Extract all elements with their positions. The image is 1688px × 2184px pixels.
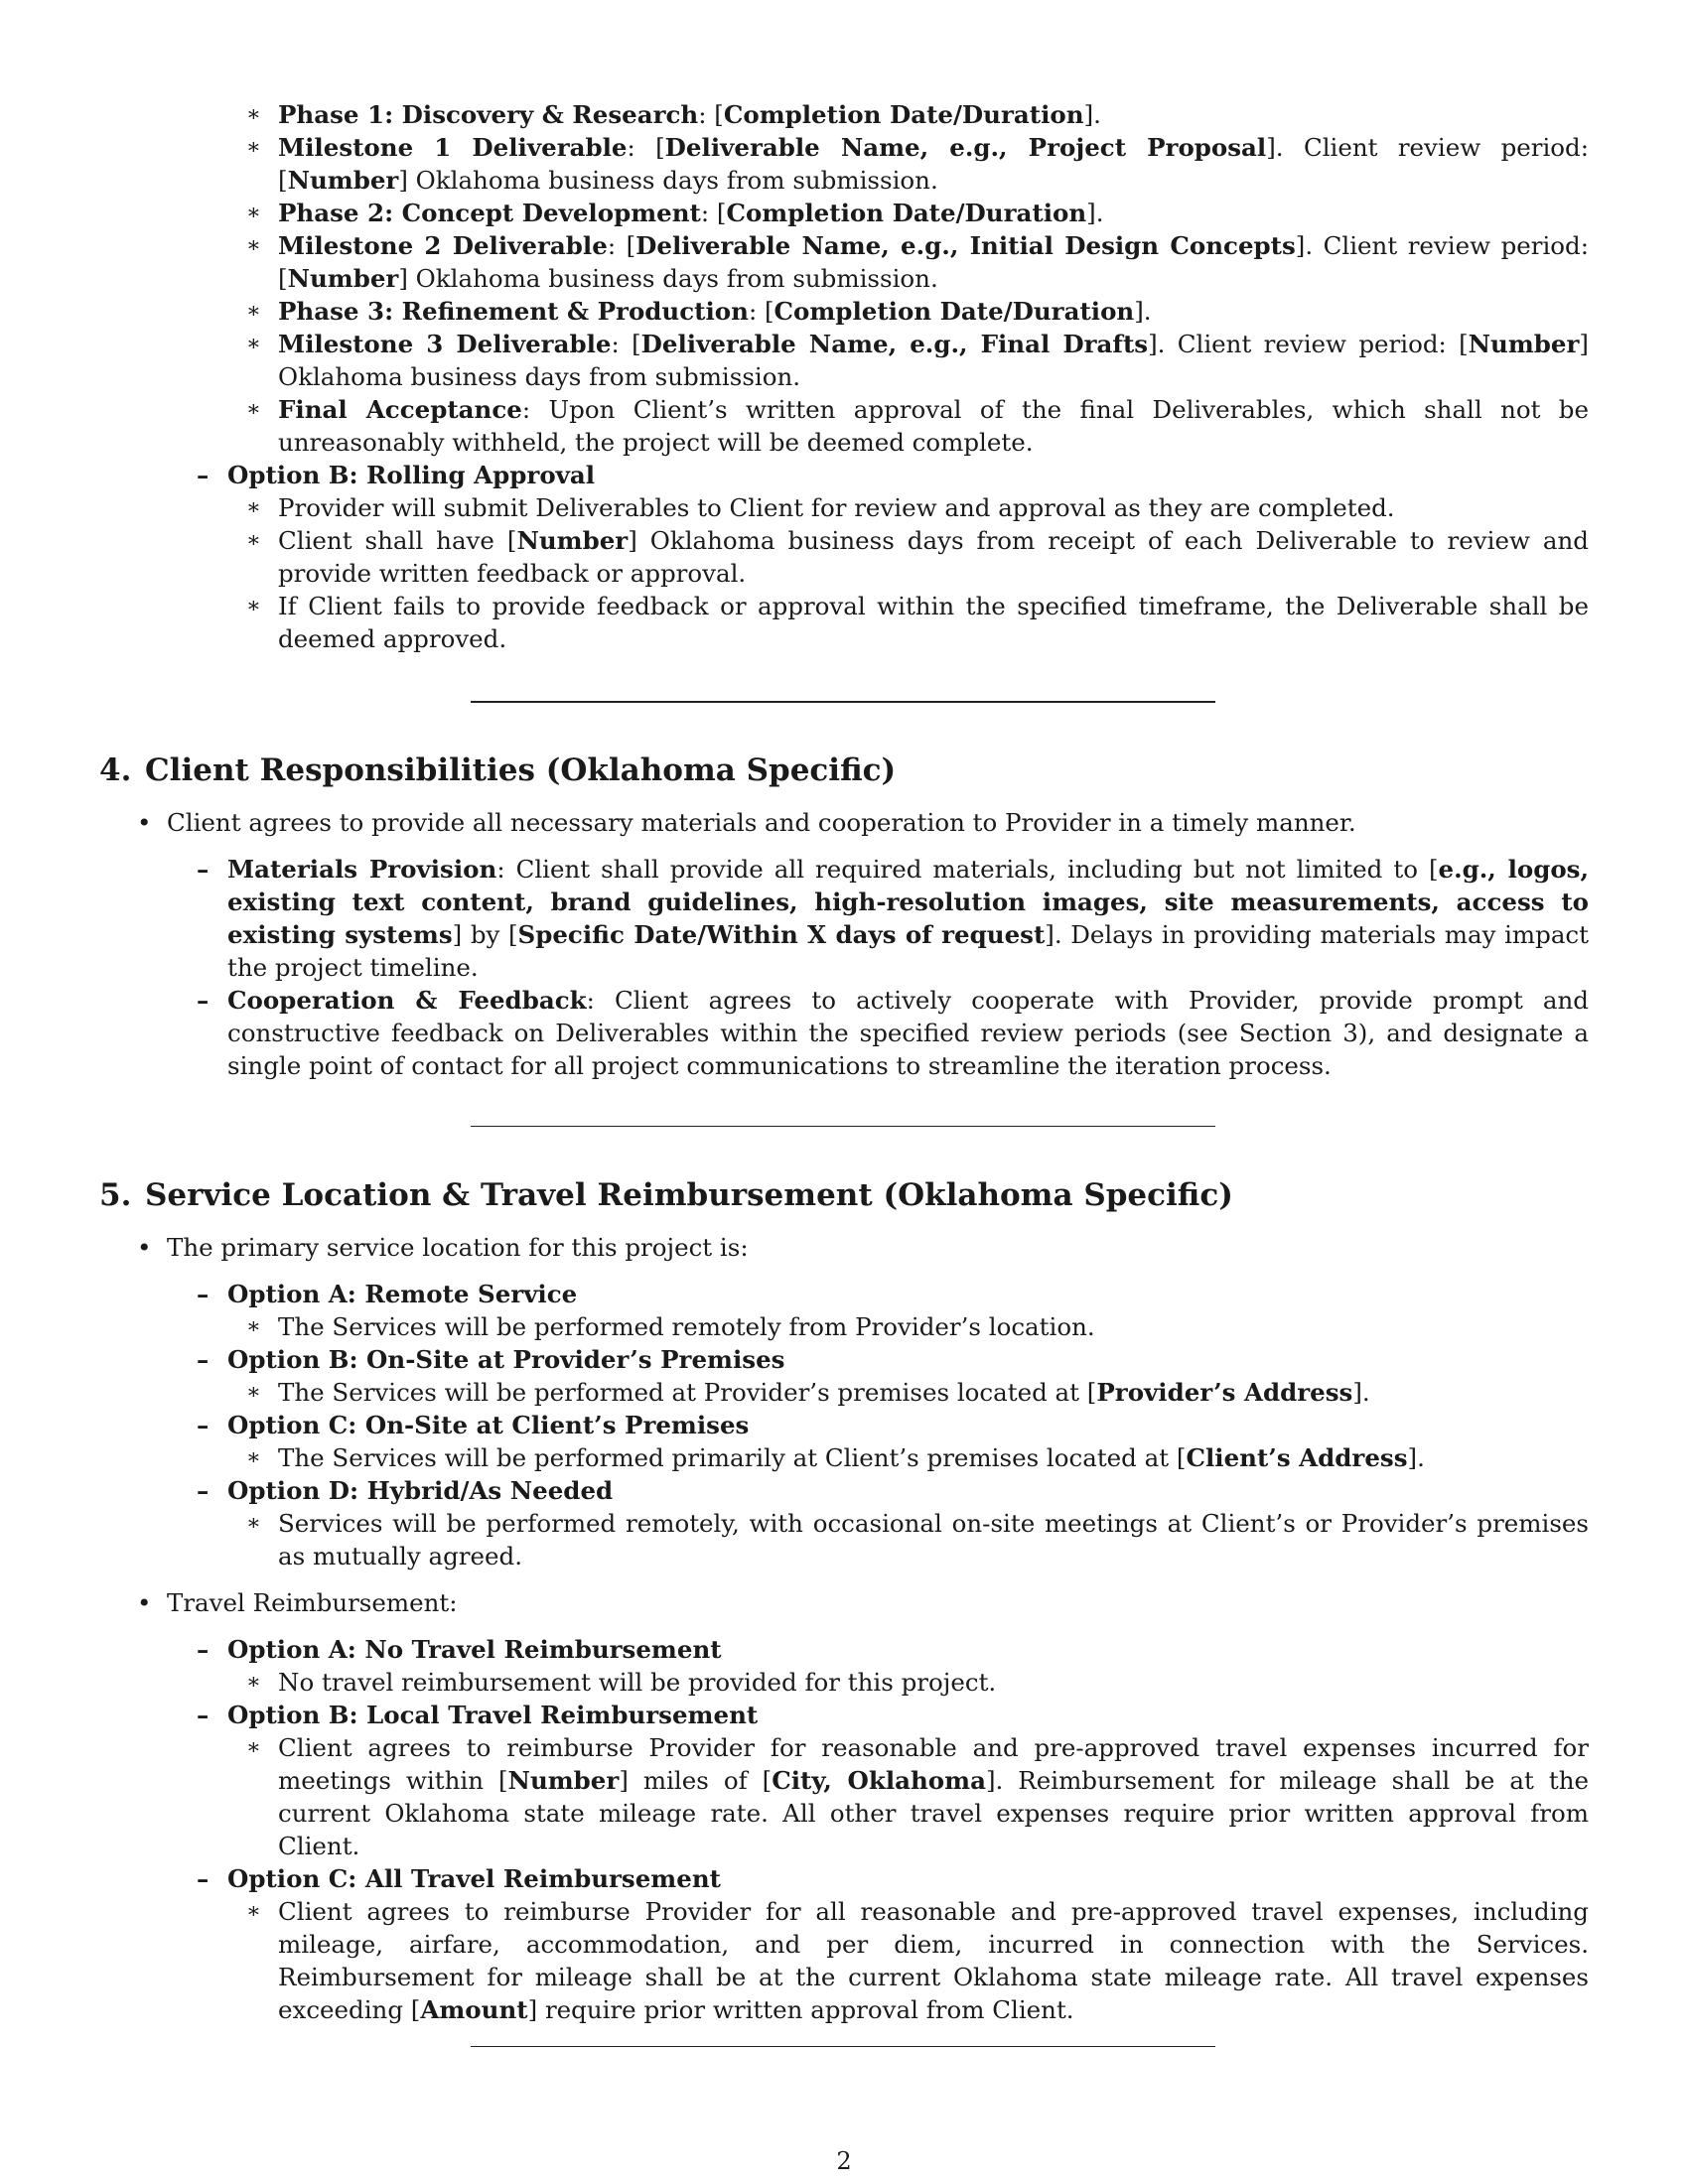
list-item: ∗ If Client fails to provide feedback or approval within the specified timeframe, the Deliverable shall be deemed approved.	[278, 590, 1589, 655]
list-item: ∗ Client agrees to reimburse Provider for reasonable and pre-approved travel expenses incurred for meetings within [Number] miles of [City, Oklahoma]. Reimbursement for mileage shall be at the current Oklahoma state mileage rate. All other travel expenses require prior written approval from Client.	[278, 1731, 1589, 1862]
list-item: • Travel Reimbursement: – Option A: No Travel Reimbursement ∗ No travel reimbursement will be provided for this project. – Option B: Local Travel Reimbursement ∗ Client agrees to reimburse Provider for reasonable and pre-approved travel expenses incurred for meetings within [Number] miles of [City, Oklahoma]. Reimbursement for mileage shall be at the current Oklahoma state mileage rate. All other travel expenses require prior written approval from Client. – Option C: All Travel Reimbursement ∗ Client agrees to reimburse Provider for all reasonable and pre-approved travel expenses, including mileage, airfare, accommodation, and per diem, incurred in connection with the Services. Reimbursement for mileage shall be at the current Oklahoma state mileage rate. All travel expenses exceeding [Amount] require prior written approval from Client.	[167, 1586, 1589, 2026]
list-item: ∗ Milestone 3 Deliverable: [Deliverable Name, e.g., Final Drafts]. Client review period: [Number] Oklahoma business days from submission.	[278, 328, 1589, 393]
option-a-phase-list	[0, 98, 1589, 459]
list-item: ∗ Phase 1: Discovery & Research: [Completion Date/Duration].	[278, 98, 1589, 131]
list-item: – Materials Provision: Client shall provide all required materials, including but not limited to [e.g., logos, existing text content, brand guidelines, high-resolution images, site measurements, access to existing systems] by [Specific Date/Within X days of request]. Delays in providing materials may impact the project timeline.	[227, 853, 1589, 984]
list-item: ∗ Provider will submit Deliverables to Client for review and approval as they are completed.	[278, 491, 1589, 524]
section-divider	[471, 1126, 1215, 1127]
list-item: ∗ Milestone 2 Deliverable: [Deliverable Name, e.g., Initial Design Concepts]. Client review period: [Number] Oklahoma business days from submission.	[278, 229, 1589, 295]
option-title: – Option A: No Travel Reimbursement ∗ No travel reimbursement will be provided for this project.	[227, 1633, 1589, 1699]
option-details	[227, 1376, 1589, 1409]
option-details	[227, 1507, 1589, 1572]
option-title: – Option B: Rolling Approval ∗ Provider will submit Deliverables to Client for review and approval as they are completed. ∗ Client shall have [Number] Oklahoma business days from receipt of each Deliverable to review and provide written feedback or approval. ∗ If Client fails to provide feedback or approval within the specified timeframe, the Deliverable shall be deemed approved.	[227, 459, 1589, 655]
option-b-rolling-approval	[0, 459, 1589, 655]
option-details	[227, 1731, 1589, 1862]
section-heading-5: 5. Service Location & Travel Reimbursement (Oklahoma Specific)	[99, 1177, 1233, 1213]
option-title: – Option A: Remote Service ∗ The Services will be performed remotely from Provider’s location.	[227, 1278, 1589, 1343]
section3-continued	[0, 98, 1589, 655]
list-item: ∗ The Services will be performed at Provider’s premises located at [Provider’s Address].	[278, 1376, 1589, 1409]
option-title: – Option C: On-Site at Client’s Premises ∗ The Services will be performed primarily at Client’s premises located at [Client’s Address].	[227, 1409, 1589, 1474]
list-item: ∗ Phase 3: Refinement & Production: [Completion Date/Duration].	[278, 295, 1589, 328]
option-b-items	[227, 491, 1589, 655]
section5-body	[0, 1231, 1589, 2040]
option-title: – Option D: Hybrid/As Needed ∗ Services will be performed remotely, with occasional on-site meetings at Client’s or Provider’s premises as mutually agreed.	[227, 1474, 1589, 1572]
list-item: ∗ Final Acceptance: Upon Client’s written approval of the final Deliverables, which shall not be unreasonably withheld, the project will be deemed complete.	[278, 393, 1589, 459]
option-title: – Option B: On-Site at Provider’s Premises ∗ The Services will be performed at Provider’s premises located at [Provider’s Address].	[227, 1343, 1589, 1409]
list-item: ∗ The Services will be performed remotely from Provider’s location.	[278, 1310, 1589, 1343]
option-details	[227, 1310, 1589, 1343]
list-item: ∗ Client shall have [Number] Oklahoma business days from receipt of each Deliverable to review and provide written feedback or approval.	[278, 524, 1589, 590]
page-number: 2	[836, 2147, 852, 2175]
option-details	[227, 1441, 1589, 1474]
list-item: ∗ Phase 2: Concept Development: [Completion Date/Duration].	[278, 197, 1589, 229]
option-details	[227, 1895, 1589, 2026]
section-heading-4: 4. Client Responsibilities (Oklahoma Specific)	[99, 752, 897, 788]
section-divider	[471, 701, 1215, 703]
list-item: • The primary service location for this project is: – Option A: Remote Service ∗ The Services will be performed remotely from Provider’s location. – Option B: On-Site at Provider’s Premises ∗ The Services will be performed at Provider’s premises located at [Provider’s Address]. – Option C: On-Site at Client’s Premises ∗ The Services will be performed primarily at Client’s premises located at [Client’s Address]. – Option D: Hybrid/As Needed ∗ Services will be performed remotely, with occasional on-site meetings at Client’s or Provider’s premises as mutually agreed.	[167, 1231, 1589, 1572]
option-title: – Option B: Local Travel Reimbursement ∗ Client agrees to reimburse Provider for reasonable and pre-approved travel expenses incurred for meetings within [Number] miles of [City, Oklahoma]. Reimbursement for mileage shall be at the current Oklahoma state mileage rate. All other travel expenses require prior written approval from Client.	[227, 1699, 1589, 1862]
list-item: ∗ Services will be performed remotely, with occasional on-site meetings at Client’s or Provider’s premises as mutually agreed.	[278, 1507, 1589, 1572]
list-item: ∗ Milestone 1 Deliverable: [Deliverable Name, e.g., Project Proposal]. Client review period: [Number] Oklahoma business days from submission.	[278, 131, 1589, 197]
list-item: • Client agrees to provide all necessary materials and cooperation to Provider in a timely manner. – Materials Provision: Client shall provide all required materials, including but not limited to [e.g., logos, existing text content, brand guidelines, high-resolution images, site measurements, access to existing systems] by [Specific Date/Within X days of request]. Delays in providing materials may impact the project timeline. – Cooperation & Feedback: Client agrees to actively cooperate with Provider, provide prompt and constructive feedback on Deliverables within the specified review periods (see Section 3), and designate a single point of contact for all project communications to streamline the iteration process.	[167, 806, 1589, 1082]
section4-body	[0, 806, 1589, 1096]
option-title: – Option C: All Travel Reimbursement ∗ Client agrees to reimburse Provider for all reasonable and pre-approved travel expenses, including mileage, airfare, accommodation, and per diem, incurred in connection with the Services. Reimbursement for mileage shall be at the current Oklahoma state mileage rate. All travel expenses exceeding [Amount] require prior written approval from Client.	[227, 1862, 1589, 2026]
travel-options	[167, 1633, 1589, 2026]
list-item: – Cooperation & Feedback: Client agrees to actively cooperate with Provider, provide prompt and constructive feedback on Deliverables within the specified review periods (see Section 3), and designate a single point of contact for all project communications to streamline the iteration process.	[227, 984, 1589, 1082]
section4-subitems	[167, 853, 1589, 1082]
section5-list	[0, 1231, 1589, 2026]
list-item: ∗ The Services will be performed primarily at Client’s premises located at [Client’s Address].	[278, 1441, 1589, 1474]
section4-list	[0, 806, 1589, 1082]
list-item: ∗ Client agrees to reimburse Provider for all reasonable and pre-approved travel expenses, including mileage, airfare, accommodation, and per diem, incurred in connection with the Services. Reimbursement for mileage shall be at the current Oklahoma state mileage rate. All travel expenses exceeding [Amount] require prior written approval from Client.	[278, 1895, 1589, 2026]
section-divider	[471, 2046, 1215, 2047]
location-options	[167, 1278, 1589, 1572]
option-details	[227, 1666, 1589, 1699]
list-item: ∗ No travel reimbursement will be provided for this project.	[278, 1666, 1589, 1699]
